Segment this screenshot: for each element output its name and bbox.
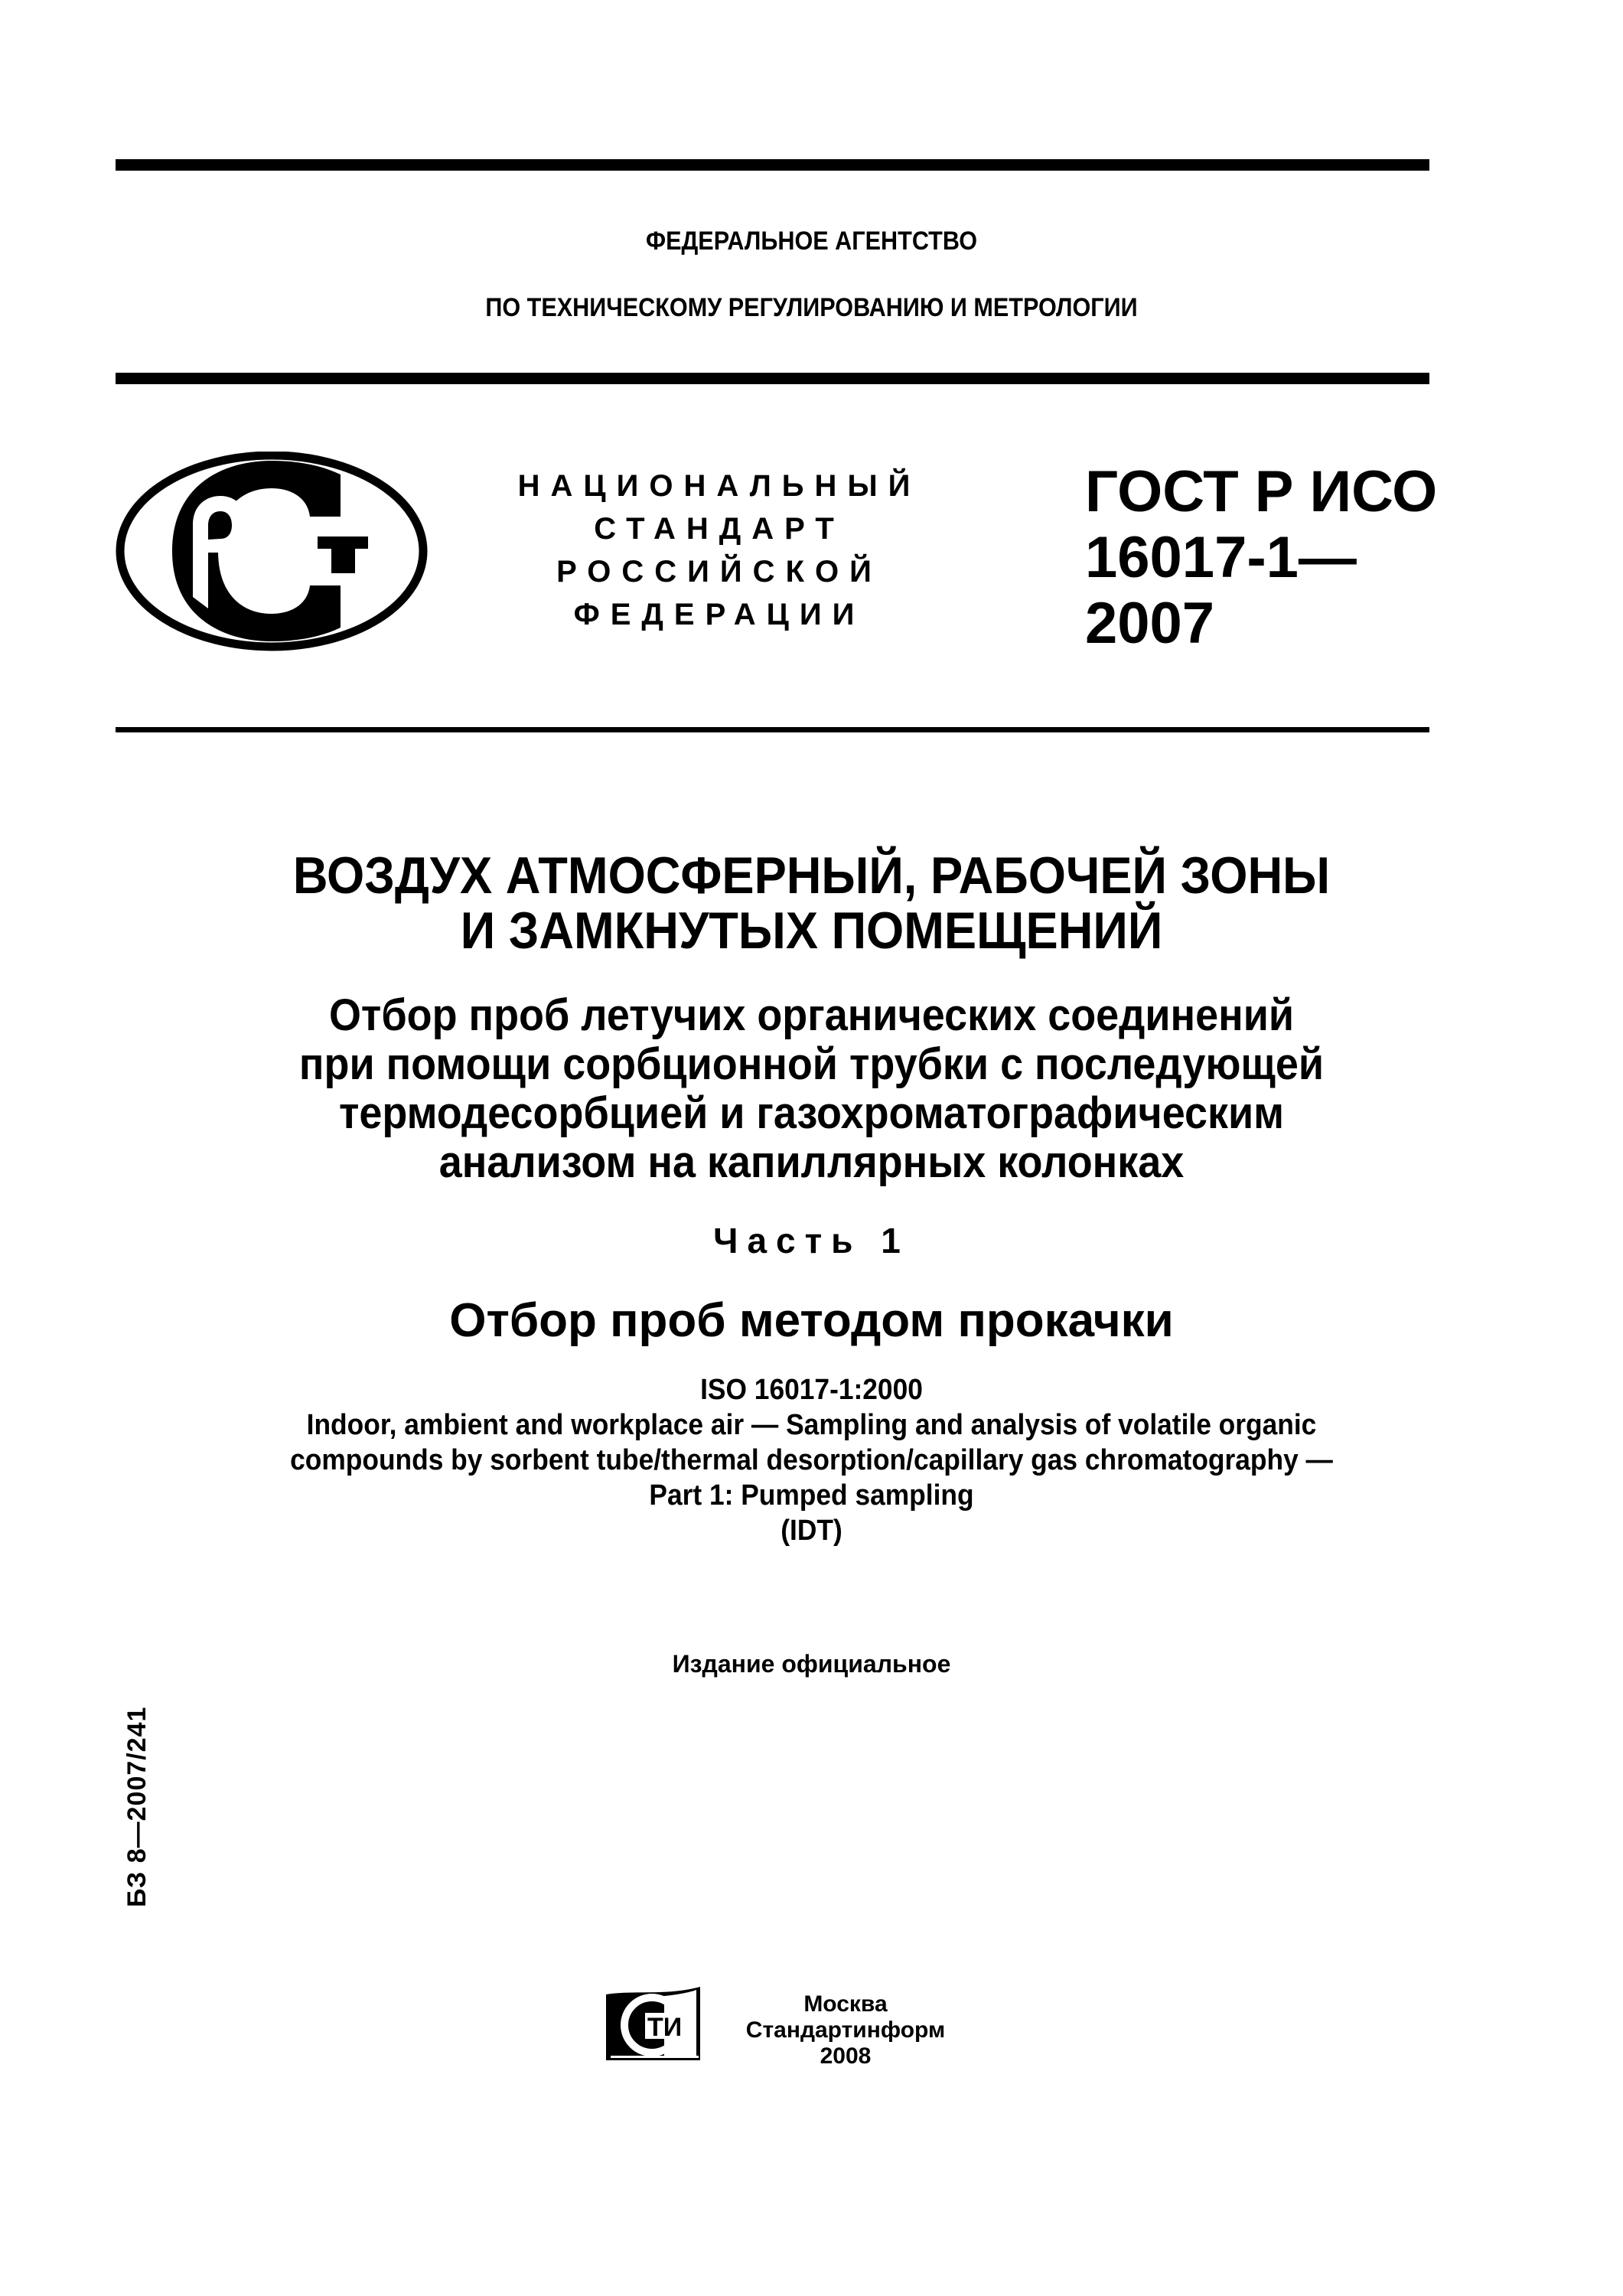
national-standard-line: РОССИЙСКОЙ xyxy=(556,555,882,589)
iso-reference xyxy=(57,1372,1566,1548)
iso-number: ISO 16017-1:2000 xyxy=(700,1374,923,1406)
subtitle-line: при помощи сорбционной трубки с последующей xyxy=(298,1039,1325,1089)
part-title: Отбор проб методом прокачки xyxy=(449,1294,1174,1347)
subtitle-line: анализом на капиллярных колонках xyxy=(438,1137,1185,1187)
official-edition-label: Издание официальное xyxy=(672,1650,951,1678)
publisher-year: 2008 xyxy=(820,2043,872,2069)
side-code: БЗ 8—2007/241 xyxy=(122,1706,152,1907)
part-label: Часть 1 xyxy=(713,1221,910,1261)
national-standard-line: НАЦИОНАЛЬНЫЙ xyxy=(517,469,921,503)
title-line: И ЗАМКНУТЫХ ПОМЕЩЕНИЙ xyxy=(460,902,1163,960)
document-subtitle xyxy=(57,991,1566,1187)
designation-line: 16017-1— xyxy=(1085,525,1357,590)
iso-title-line: Indoor, ambient and workplace air — Sampling and analysis of volatile organic xyxy=(306,1409,1317,1441)
svg-text:ТИ: ТИ xyxy=(647,2013,683,2042)
iso-title-line: compounds by sorbent tube/thermal desorption/capillary gas chromatography — xyxy=(290,1444,1333,1476)
agency-line-2: ПО ТЕХНИЧЕСКОМУ РЕГУЛИРОВАНИЮ И МЕТРОЛОГИИ xyxy=(485,293,1138,322)
standartinform-logo-icon xyxy=(605,1985,704,2066)
agency-line-1: ФЕДЕРАЛЬНОЕ АГЕНТСТВО xyxy=(645,227,978,256)
national-standard-label xyxy=(490,465,949,636)
publisher-name: Стандартинформ xyxy=(745,2017,946,2043)
subtitle-line: Отбор проб летучих органических соединений xyxy=(328,990,1295,1040)
gost-r-logo-icon xyxy=(115,452,429,654)
title-line: ВОЗДУХ АТМОСФЕРНЫЙ, РАБОЧЕЙ ЗОНЫ xyxy=(292,846,1331,905)
designation-line: ГОСТ Р ИСО xyxy=(1085,459,1438,524)
subtitle-line: термодесорбцией и газохроматографическим xyxy=(338,1088,1285,1138)
iso-title-line: Part 1: Pumped sampling xyxy=(649,1479,974,1512)
publisher-city: Москва xyxy=(803,1991,888,2017)
header-bottom-rule xyxy=(116,373,1429,384)
national-standard-line: СТАНДАРТ xyxy=(594,512,845,546)
standard-designation xyxy=(1085,459,1468,657)
iso-equivalence: (IDT) xyxy=(781,1515,842,1547)
document-title xyxy=(57,848,1566,958)
designation-bottom-rule xyxy=(116,727,1429,732)
national-standard-line: ФЕДЕРАЦИИ xyxy=(573,598,865,631)
top-rule xyxy=(116,159,1429,171)
designation-line: 2007 xyxy=(1085,591,1215,656)
publisher-info xyxy=(719,1991,972,2069)
